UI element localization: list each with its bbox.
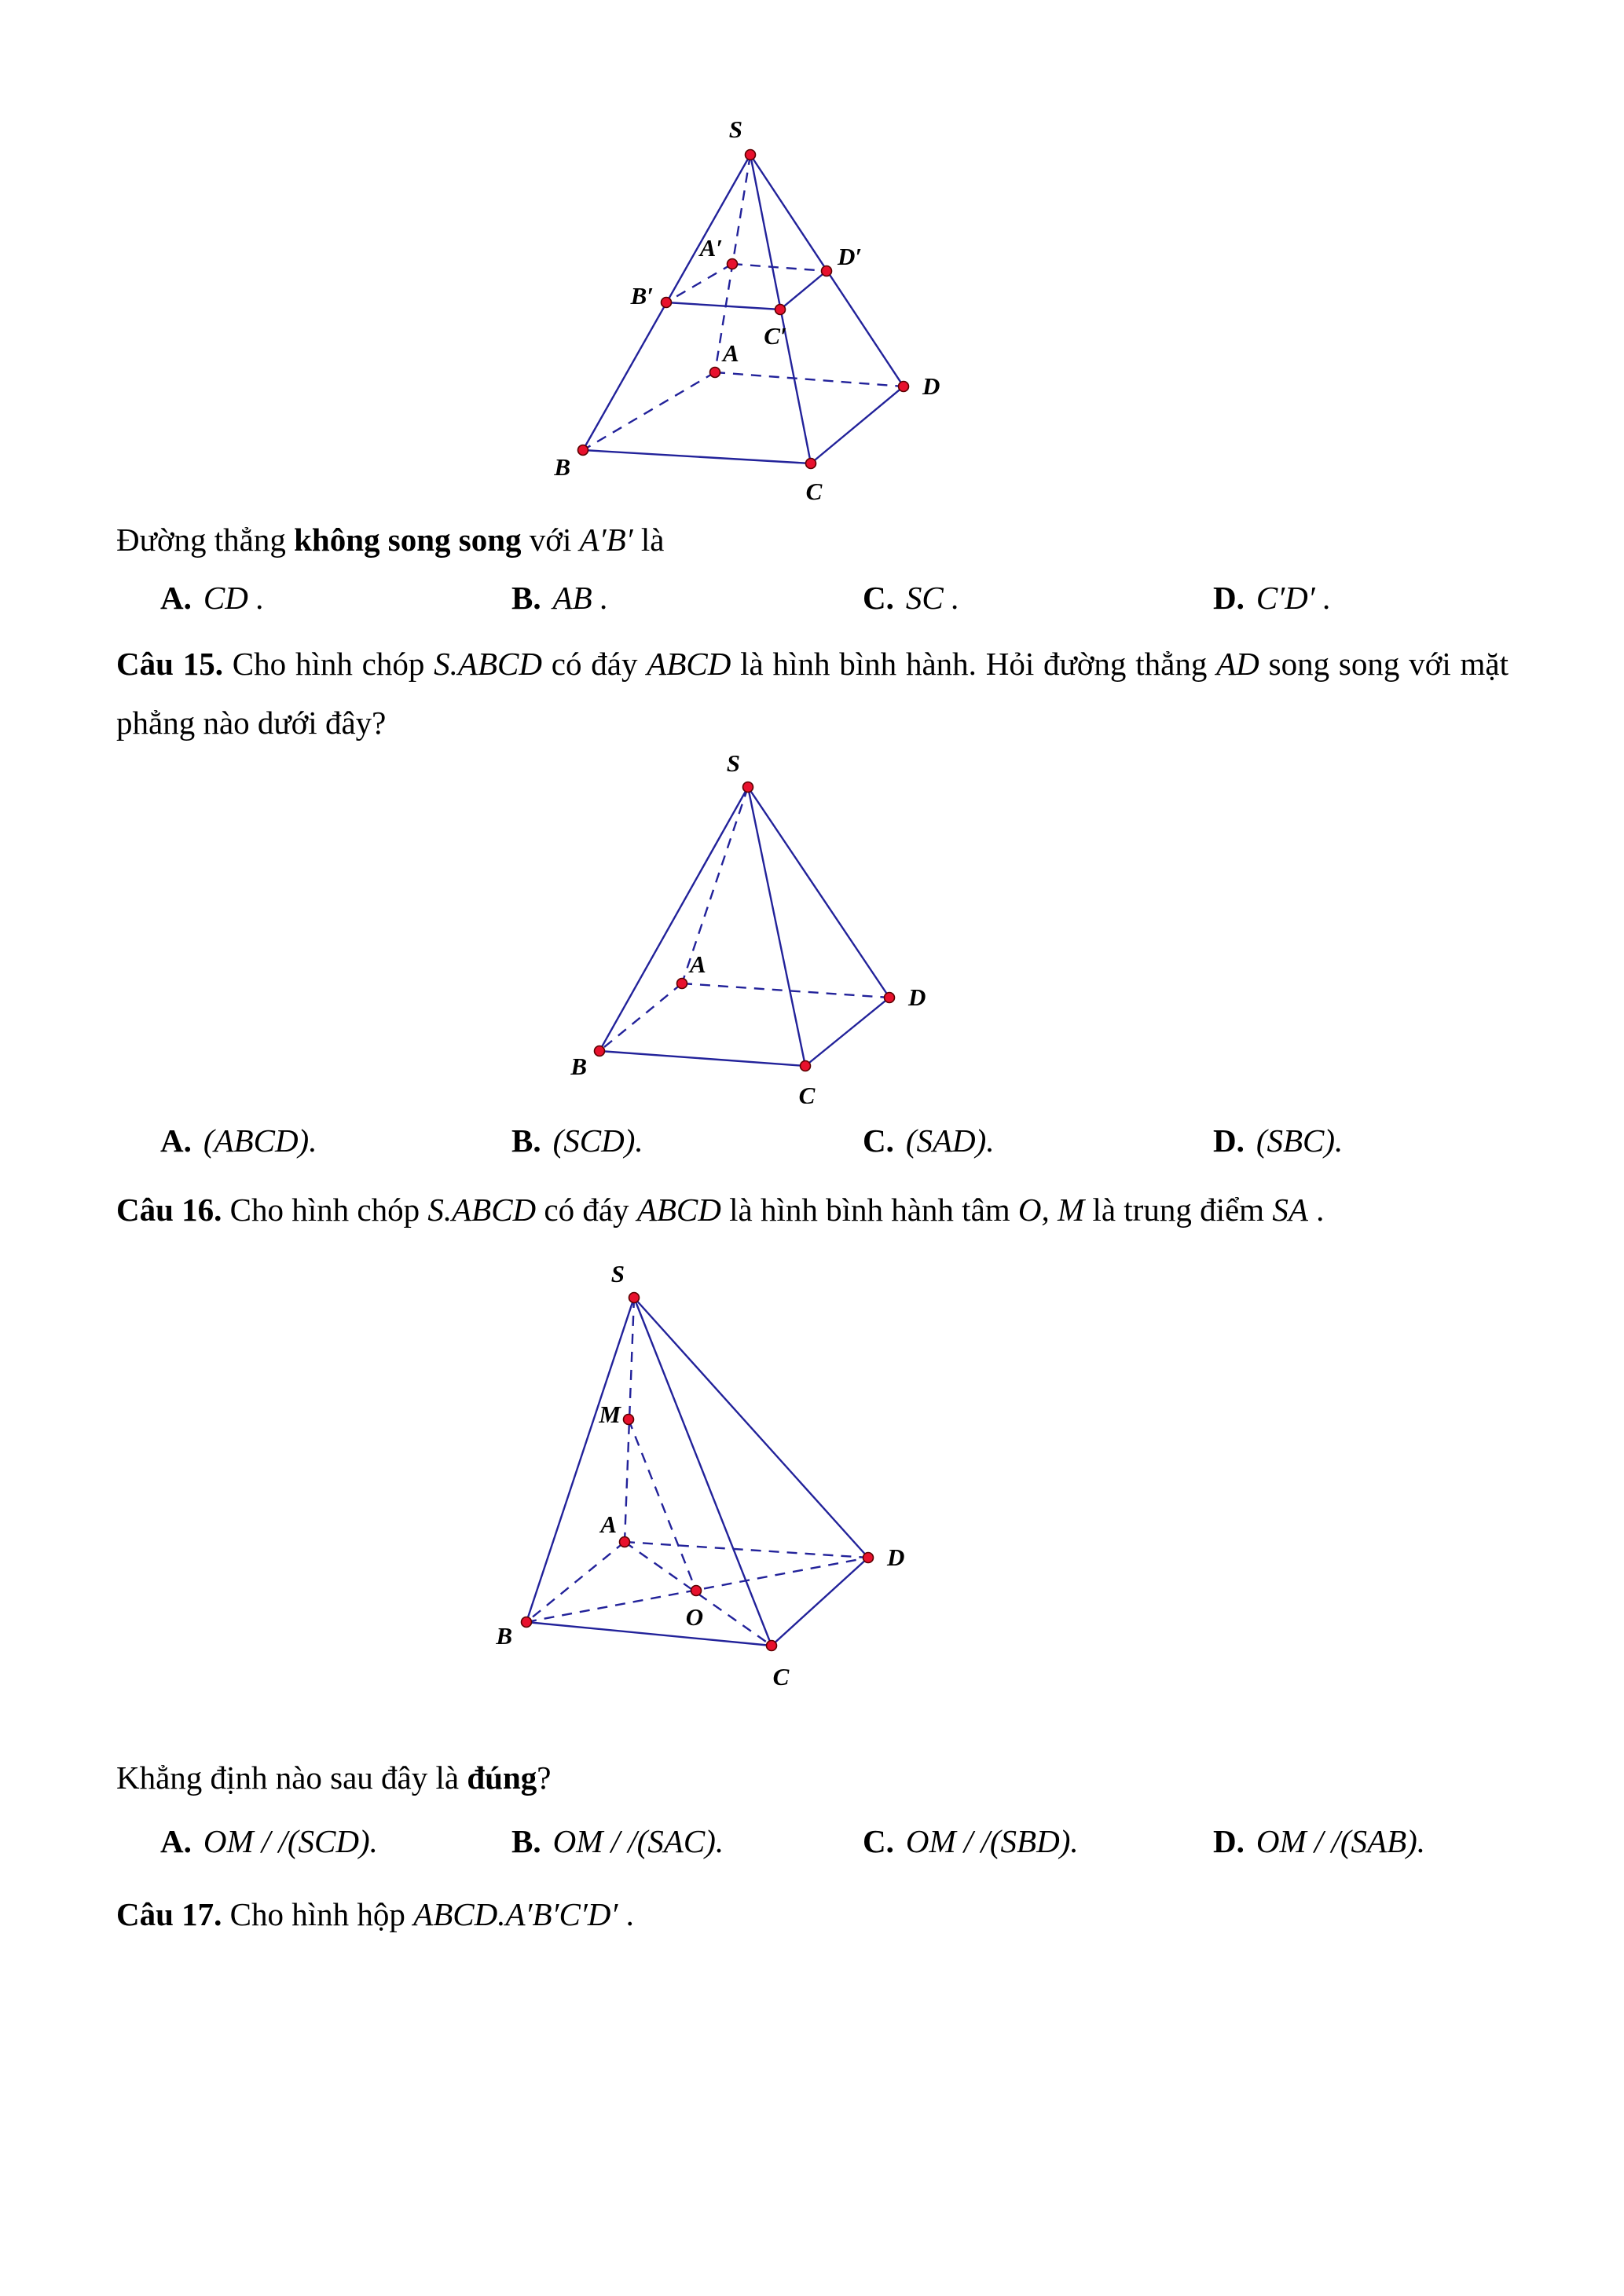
text-segment: Đường thẳng (116, 522, 295, 558)
text-segment: ABCD (647, 646, 731, 682)
text-segment: song song với mặt phẳng nào dưới đây? (116, 646, 1509, 741)
vertex-label-A: A (690, 950, 706, 978)
text-segment: có đáy (541, 646, 647, 682)
vertex-point-Bp (662, 298, 672, 308)
text-segment: ABCD.A′B′C′D′ (413, 1896, 618, 1932)
vertex-label-S: S (726, 750, 740, 777)
option-d (1213, 579, 1331, 617)
vertex-point-A (710, 368, 720, 378)
edge-S-C (634, 1298, 772, 1646)
option-letter: C. (863, 580, 894, 616)
option-b (511, 579, 608, 617)
vertex-label-B: B (554, 453, 570, 481)
option-text: (SAD). (905, 1122, 995, 1159)
edge-A-D (625, 1542, 868, 1558)
question16-stem (116, 1190, 1324, 1229)
option-text: AB . (552, 580, 609, 616)
vertex-point-S (743, 782, 753, 793)
text-segment: Câu 17. (116, 1896, 222, 1932)
edge-S-B (526, 1298, 634, 1622)
option-letter: C. (863, 1122, 894, 1159)
edge-C-D (805, 998, 889, 1066)
vertex-label-D: D (887, 1543, 905, 1571)
option-letter: A. (160, 580, 192, 616)
vertex-point-Cp (775, 305, 786, 315)
option-text: OM / /(SBD). (905, 1823, 1079, 1859)
text-segment: là hình bình hành tâm (720, 1192, 1018, 1228)
option-letter: B. (511, 1122, 541, 1159)
option-d (1213, 1122, 1343, 1159)
option-b (511, 1122, 643, 1159)
edge-M-O (629, 1419, 696, 1591)
vertex-point-D (885, 993, 895, 1003)
text-segment: Câu 16. (116, 1192, 222, 1228)
text-segment: Câu 15. (116, 646, 223, 682)
vertex-point-C (801, 1061, 811, 1071)
text-segment: Cho hình chóp (222, 646, 434, 682)
option-text: (SBC). (1256, 1122, 1344, 1159)
vertex-point-B (595, 1046, 605, 1056)
edge-A-B (526, 1542, 625, 1622)
option-text: SC . (905, 580, 960, 616)
text-segment: là hình bình hành. Hỏi đường thẳng (731, 646, 1217, 682)
option-letter: B. (511, 580, 541, 616)
text-segment: Khẳng định nào sau đây là (116, 1760, 467, 1796)
vertex-label-A: A (723, 339, 739, 367)
vertex-point-S (746, 150, 756, 160)
text-segment: là trung điểm (1084, 1192, 1273, 1228)
edge-S-D (634, 1298, 868, 1558)
vertex-point-C (806, 459, 816, 469)
text-segment: SA (1272, 1192, 1308, 1228)
edge-Ap-Dp (732, 264, 827, 271)
vertex-label-Cp: C′ (764, 322, 787, 350)
question17-stem (116, 1895, 634, 1934)
option-a (160, 579, 264, 617)
text-segment: S.ABCD (434, 646, 542, 682)
edge-B-C (599, 1051, 805, 1066)
vertex-label-C: C (805, 478, 823, 503)
question15-options (0, 1122, 1624, 1169)
vertex-label-B: B (570, 1053, 587, 1080)
vertex-label-S: S (728, 115, 742, 143)
question15-stem (116, 635, 1509, 753)
text-segment: đúng (467, 1760, 537, 1796)
option-c (863, 579, 959, 617)
text-segment: A′B′ (579, 522, 633, 558)
diagram-pyramid-plain (542, 750, 951, 1104)
option-text: (ABCD). (203, 1122, 317, 1159)
option-letter: D. (1213, 1122, 1245, 1159)
vertex-label-C: C (798, 1082, 816, 1104)
vertex-point-Dp (822, 266, 832, 276)
vertex-label-D: D (922, 372, 940, 400)
text-segment: S.ABCD (427, 1192, 537, 1228)
edge-B-C (583, 450, 811, 463)
option-a (160, 1122, 317, 1159)
option-text: (SCD). (552, 1122, 643, 1159)
option-letter: D. (1213, 1823, 1245, 1859)
vertex-label-M: M (599, 1401, 621, 1428)
edge-Bp-Cp (666, 302, 780, 309)
vertex-label-D: D (908, 983, 926, 1011)
question16-options (0, 1822, 1624, 1869)
text-segment: O, M (1017, 1192, 1085, 1228)
option-text: OM / /(SAB). (1256, 1823, 1426, 1859)
text-segment: là (632, 522, 665, 558)
vertex-point-A (677, 979, 687, 989)
text-segment: . (618, 1896, 634, 1932)
text-segment: AD (1216, 646, 1259, 682)
question14-stem (116, 520, 665, 559)
vertex-point-Ap (728, 259, 738, 269)
text-segment: ? (537, 1760, 552, 1796)
text-segment: với (521, 522, 580, 558)
option-b (511, 1822, 724, 1860)
text-segment: Cho hình hộp (222, 1896, 414, 1932)
edge-A-D (715, 372, 904, 386)
option-a (160, 1822, 378, 1860)
text-segment: không song song (294, 522, 522, 558)
vertex-label-O: O (685, 1603, 704, 1631)
option-d (1213, 1822, 1425, 1860)
vertex-label-S: S (610, 1261, 625, 1287)
option-text: C′D′ . (1256, 580, 1332, 616)
edge-Ap-Bp (666, 264, 732, 302)
edge-A-B (583, 372, 715, 450)
text-segment: . (1307, 1192, 1325, 1228)
vertex-point-D (863, 1553, 874, 1563)
vertex-point-O (691, 1586, 702, 1596)
edge-C-D (811, 386, 904, 463)
option-text: OM / /(SAC). (552, 1823, 724, 1859)
vertex-label-Bp: B′ (630, 282, 654, 309)
text-segment: Cho hình chóp (222, 1192, 428, 1228)
option-letter: C. (863, 1823, 894, 1859)
vertex-point-M (624, 1415, 634, 1425)
vertex-label-Ap: A′ (699, 234, 723, 262)
vertex-label-A: A (600, 1511, 617, 1538)
option-text: OM / /(SCD). (203, 1823, 378, 1859)
edge-S-B (599, 787, 748, 1051)
diagram-pyramid-section (519, 110, 1021, 503)
edge-A-B (599, 983, 682, 1051)
vertex-point-A (620, 1537, 630, 1547)
option-c (863, 1122, 995, 1159)
option-letter: A. (160, 1122, 192, 1159)
vertex-point-D (899, 382, 909, 392)
edge-B-C (526, 1622, 772, 1646)
vertex-point-C (767, 1641, 777, 1651)
vertex-label-Dp: D′ (838, 243, 863, 270)
option-letter: A. (160, 1823, 192, 1859)
option-letter: B. (511, 1823, 541, 1859)
edge-A-D (682, 983, 889, 998)
option-text: CD . (203, 580, 265, 616)
option-letter: D. (1213, 580, 1245, 616)
edge-C-D (772, 1558, 868, 1646)
vertex-point-B (578, 445, 588, 456)
vertex-point-S (629, 1293, 640, 1303)
edge-Cp-Dp (780, 271, 827, 309)
text-segment: ABCD (636, 1192, 721, 1228)
option-c (863, 1822, 1079, 1860)
vertex-point-B (522, 1617, 532, 1628)
question16-question (116, 1758, 551, 1797)
diagram-pyramid-midpoint (487, 1261, 943, 1705)
text-segment: có đáy (536, 1192, 637, 1228)
question14-options (0, 579, 1624, 626)
vertex-label-C: C (772, 1663, 790, 1690)
vertex-label-B: B (496, 1622, 512, 1650)
